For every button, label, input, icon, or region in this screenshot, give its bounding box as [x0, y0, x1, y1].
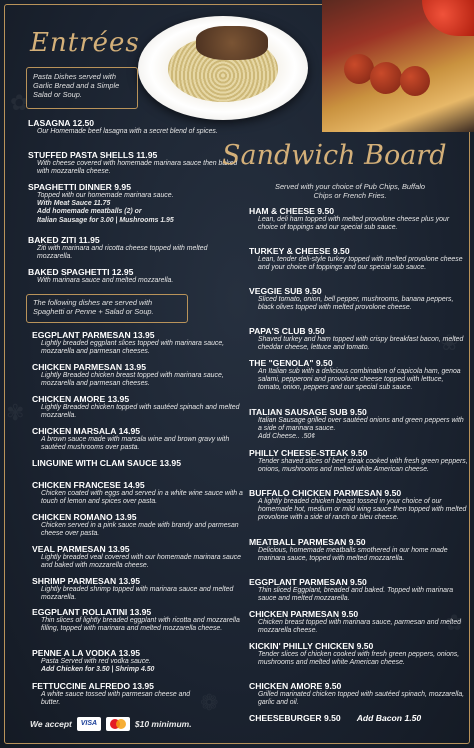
menu-item — [249, 577, 468, 603]
item-name: VEAL PARMESAN 13.95 — [32, 544, 130, 554]
menu-item — [249, 326, 468, 352]
item-extra: Add homemade meatballs (2) or — [37, 208, 142, 216]
entrees-note: Pasta Dishes served with Garlic Bread and a Simple Salad or Soup. — [33, 72, 120, 99]
entrees-title: Entrées — [30, 28, 140, 58]
menu-item — [249, 246, 468, 272]
menu-item — [249, 286, 468, 312]
item-desc: Italian Sausage grilled over sautéed onions and green peppers with a side of marinara sauce. — [258, 417, 464, 433]
visa-icon: VISA — [77, 717, 101, 731]
doodle-icon: ✿ — [445, 610, 464, 635]
item-desc: Chicken coated with eggs and served in a white wine sauce with a touch of lemon and spices over pasta. — [41, 490, 243, 506]
item-name: LINGUINE WITH CLAM SAUCE 13.95 — [32, 458, 181, 468]
item-name: BAKED SPAGHETTI 12.95 — [28, 267, 134, 277]
item-name: FETTUCCINE ALFREDO 13.95 — [32, 681, 154, 691]
item-desc: Lean, deli ham topped with melted provolone cheese plus your choice of toppings and our special sub sauce. — [258, 216, 450, 232]
item-desc: Grilled marinated chicken topped with sautéed spinach, mozzarella, garlic and oil. — [258, 691, 465, 707]
menu-item — [28, 235, 242, 261]
item-desc: Ziti with marinara and ricotta cheese topped with melted mozzarella. — [37, 245, 208, 261]
item-desc: With cheese covered with homemade marinara sauce then baked with mozzarella cheese. — [37, 160, 238, 176]
item-desc: Lightly breaded veal covered with our homemade marinara sauce and baked with mozzarella cheese. — [41, 554, 241, 570]
item-desc: Our Homemade beef lasagna with a secret blend of spices. — [37, 128, 218, 135]
menu-item — [28, 118, 242, 136]
item-name: SPAGHETTI DINNER 9.95 — [28, 182, 131, 192]
dishes-note: The following dishes are served with Spaghetti or Penne + Salad or Soup. — [33, 298, 154, 316]
item-desc: Lightly Breaded chicken topped with sautéed spinach and melted mozzarella. — [41, 404, 240, 420]
item-name: VEGGIE SUB 9.50 — [249, 286, 322, 296]
item-desc: A white sauce tossed with parmesan cheese and butter. — [41, 691, 191, 707]
item-name: BAKED ZITI 11.95 — [28, 235, 100, 245]
item-desc: A lightly breaded chicken breast tossed in your choice of our homemade hot, medium or mild wing sauce then topped with melted provolone with a side of ranch or bleu cheese. — [258, 498, 467, 522]
item-desc: Pasta Served with red vodka sauce. — [41, 658, 151, 665]
meatball-image — [370, 62, 402, 94]
item-name: CHICKEN AMORE 9.50 — [249, 681, 342, 691]
item-name: ITALIAN SAUSAGE SUB 9.50 — [249, 407, 367, 417]
item-name: EGGPLANT ROLLATINI 13.95 — [32, 607, 152, 617]
item-desc: Tender shaved slices of beef steak cooked with fresh green peppers, onions, mushrooms and melted white American cheese. — [258, 458, 468, 474]
item-name: MEATBALL PARMESAN 9.50 — [249, 537, 366, 547]
item-desc: Chicken served in a pink sauce made with brandy and parmesan cheese over pasta. — [41, 522, 239, 538]
item-desc: Thin slices of lightly breaded eggplant with ricotta and mozzarella filling, topped with marinara and melted mozzarella cheese. — [41, 617, 240, 633]
item-name: STUFFED PASTA SHELLS 11.95 — [28, 150, 158, 160]
menu-item — [249, 206, 468, 232]
item-desc: A brown sauce made with marsala wine and brown gravy with sautéed mushrooms over pasta. — [41, 436, 230, 452]
menu-item — [28, 150, 242, 176]
item-name: LASAGNA 12.50 — [28, 118, 95, 128]
item-desc: Delicious, homemade meatballs smothered in our home made marinara sauce, topped with melted mozzarella. — [258, 547, 448, 563]
item-desc: Shaved turkey and ham topped with crispy breakfast bacon, melted cheddar cheese, lettuce and tomato. — [258, 336, 464, 352]
meatball-image — [400, 66, 430, 96]
menu-item — [32, 544, 246, 570]
item-name: CHICKEN PARMESAN 13.95 — [32, 362, 146, 372]
item-name: THE "GENOLA" 9.50 — [249, 358, 333, 368]
item-extra: With Meat Sauce 11.75 — [37, 200, 111, 208]
item-extra: Add Chicken for 3.50 | Shrimp 4.50 — [41, 666, 155, 674]
item-desc: An Italian sub with a delicious combination of capicola ham, genoa salami, pepperoni and provolone cheese topped with lettuce, tomato, onion, peppers and our special sub sauce. — [258, 368, 461, 392]
menu-item — [32, 426, 246, 452]
minimum-label: $10 minimum. — [134, 719, 192, 729]
doodle-icon: ❀ — [440, 330, 459, 355]
menu-item — [249, 641, 468, 667]
item-name: HAM & CHEESE 9.50 — [249, 206, 335, 216]
menu-item — [32, 330, 246, 356]
doodle-icon: ❁ — [200, 690, 219, 715]
menu-item — [249, 448, 468, 474]
item-desc: Topped with our homemade marinara sauce. — [37, 192, 174, 199]
payment-accept — [30, 717, 192, 731]
sandwich-note: Served with your choice of Pub Chips, Buffalo Chips or French Fries. — [275, 182, 425, 200]
chicken-mushroom-image — [196, 26, 268, 60]
item-name: SHRIMP PARMESAN 13.95 — [32, 576, 141, 586]
menu-item — [249, 358, 468, 393]
item-name: PENNE A LA VODKA 13.95 — [32, 648, 141, 658]
item-name: BUFFALO CHICKEN PARMESAN 9.50 — [249, 488, 402, 498]
item-name: PAPA'S CLUB 9.50 — [249, 326, 325, 336]
doodle-icon: ✿ — [10, 90, 29, 115]
menu-item — [28, 267, 242, 285]
sandwich-title: Sandwich Board — [222, 140, 447, 171]
menu-item — [249, 713, 421, 723]
menu-item — [32, 648, 246, 674]
menu-item — [32, 607, 246, 633]
menu-item — [249, 537, 468, 563]
item-extra: Italian Sausage for 3.00 | Mushrooms 1.95 — [37, 216, 174, 224]
item-desc: Thin sliced Eggplant, breaded and baked. Topped with marinara sauce and melted mozzarella. — [258, 587, 454, 603]
item-name: EGGPLANT PARMESAN 13.95 — [32, 330, 155, 340]
mastercard-icon — [106, 717, 130, 731]
item-desc: Sliced tomato, onion, bell pepper, mushrooms, banana peppers, black olives topped with melted provolone cheese. — [258, 296, 454, 312]
menu-item — [249, 407, 468, 442]
item-desc: Lightly breaded shrimp topped with marinara sauce and melted mozzarella. — [41, 586, 234, 602]
item-name: CHEESEBURGER 9.50 — [249, 713, 341, 723]
item-name: CHICKEN FRANCESE 14.95 — [32, 480, 145, 490]
menu-item — [32, 681, 211, 707]
item-desc: Lean, tender deli-style turkey topped with melted provolone cheese and your choice of toppings and our special sub sauce. — [258, 256, 463, 272]
doodle-icon: ✾ — [6, 400, 25, 425]
item-side: Add Bacon 1.50 — [356, 713, 422, 723]
item-desc: Tender slices of chicken cooked with fresh green peppers, onions, mushrooms and melted white American cheese. — [258, 651, 460, 667]
item-name: CHICKEN PARMESAN 9.50 — [249, 609, 359, 619]
we-accept-label: We accept — [30, 719, 72, 729]
item-name: PHILLY CHEESE-STEAK 9.50 — [249, 448, 368, 458]
item-extra: Add Cheese.. .50¢ — [258, 433, 316, 441]
item-desc: Chicken breast topped with marinara sauce, parmesan and melted mozzarella cheese. — [258, 619, 462, 635]
menu-item — [32, 480, 246, 506]
item-desc: With marinara sauce and melted mozzarella. — [37, 277, 174, 284]
menu-item — [32, 362, 246, 388]
menu-item — [28, 182, 242, 225]
menu-item — [32, 576, 246, 602]
menu-item — [32, 394, 246, 420]
item-name: CHICKEN ROMANO 13.95 — [32, 512, 137, 522]
menu-item — [249, 681, 468, 707]
item-desc: Lightly Breaded chicken breast topped with marinara sauce, mozzarella and parmesan cheeses. — [41, 372, 224, 388]
menu-item — [32, 512, 246, 538]
item-name: CHICKEN MARSALA 14.95 — [32, 426, 141, 436]
item-name: KICKIN' PHILLY CHICKEN 9.50 — [249, 641, 374, 651]
menu-item — [32, 458, 181, 468]
item-name: CHICKEN AMORE 13.95 — [32, 394, 130, 404]
menu-item — [249, 609, 468, 635]
item-desc: Lightly breaded eggplant slices topped with marinara sauce, mozzarella and parmesan cheeses. — [41, 340, 225, 356]
menu-item — [249, 488, 468, 523]
item-name: EGGPLANT PARMESAN 9.50 — [249, 577, 367, 587]
item-name: TURKEY & CHEESE 9.50 — [249, 246, 350, 256]
